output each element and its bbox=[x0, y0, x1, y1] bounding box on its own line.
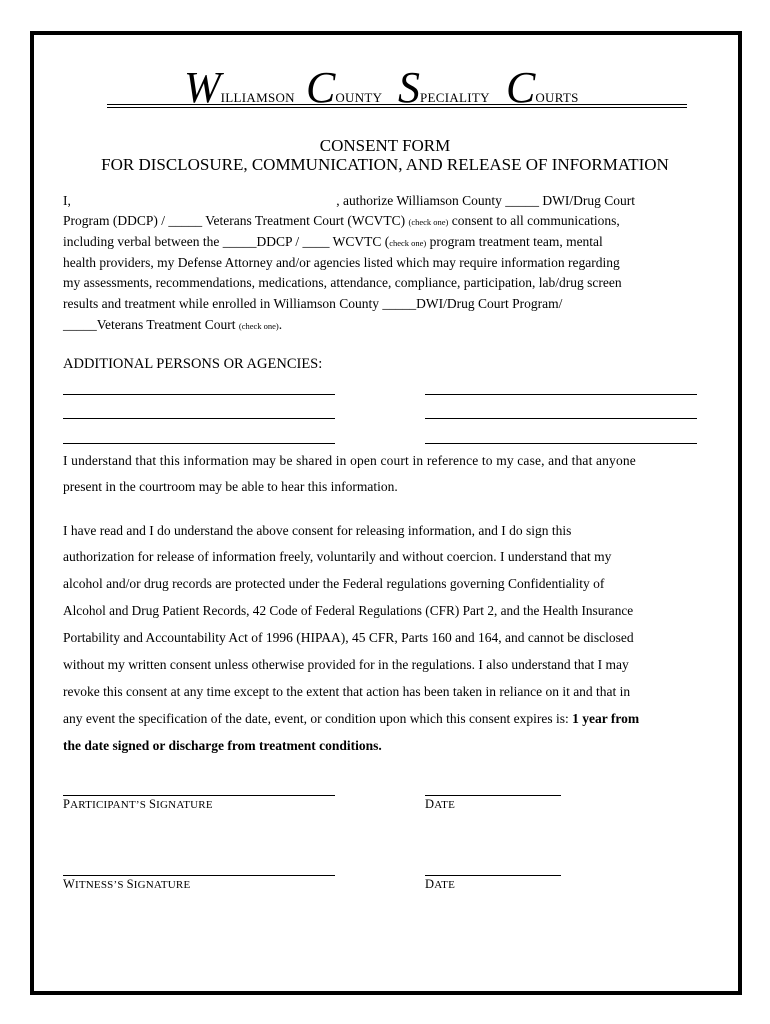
understand-line-2: present in the courtroom may be able to hear this information. bbox=[63, 479, 398, 494]
participant-date-line[interactable] bbox=[425, 795, 561, 796]
read-line-7: revoke this consent at any time except to the extent that action has been taken in reliance on it and that in bbox=[63, 684, 631, 699]
header-word-williamson: WILLIAMSON bbox=[184, 63, 295, 112]
consent-line-3: including verbal between the _____DDCP / ____ WCVTC (check one) program treatment team, mental bbox=[63, 234, 603, 249]
form-subtitle: FOR DISCLOSURE, COMMUNICATION, AND RELEASE OF INFORMATION bbox=[101, 155, 669, 174]
consent-line-2: Program (DDCP) / _____ Veterans Treatment Court (WCVTC) (check one) consent to all communications, bbox=[63, 213, 620, 228]
consent-line-5: my assessments, recommendations, medications, attendance, compliance, participation, lab/drug screen bbox=[63, 275, 622, 290]
consent-i: I, bbox=[63, 193, 71, 208]
additional-blank-left-1[interactable] bbox=[63, 394, 335, 395]
consent-line-4: health providers, my Defense Attorney and/or agencies listed which may require information regarding bbox=[63, 255, 620, 270]
consent-line-7: _____Veterans Treatment Court (check one). bbox=[63, 317, 283, 332]
witness-signature-label: WITNESS’S SIGNATURE bbox=[63, 877, 191, 891]
header-word-courts: COURTS bbox=[506, 63, 579, 112]
page-border bbox=[30, 31, 742, 995]
witness-date-label: DATE bbox=[425, 877, 455, 891]
additional-blank-left-3[interactable] bbox=[63, 443, 335, 444]
form-title: CONSENT FORM bbox=[319, 136, 451, 155]
read-line-8: any event the specification of the date, event, or condition upon which this consent expires is: 1 year from bbox=[63, 711, 640, 726]
additional-blank-right-3[interactable] bbox=[425, 443, 697, 444]
read-line-3: alcohol and/or drug records are protected under the Federal regulations governing Confidentiality of bbox=[63, 576, 605, 591]
read-line-6: without my written consent unless otherwise provided for in the regulations. I also understand that I may bbox=[63, 657, 629, 672]
additional-blank-left-2[interactable] bbox=[63, 418, 335, 419]
read-line-9: the date signed or discharge from treatment conditions. bbox=[63, 738, 382, 753]
additional-blank-right-2[interactable] bbox=[425, 418, 697, 419]
read-line-2: authorization for release of information freely, voluntarily and without coercion. I understand that my bbox=[63, 549, 612, 564]
additional-persons-heading: ADDITIONAL PERSONS OR AGENCIES: bbox=[63, 356, 323, 372]
witness-signature-line[interactable] bbox=[63, 875, 335, 876]
consent-line-1 bbox=[63, 194, 635, 208]
understand-line-1: I understand that this information may be shared in open court in reference to my case, and that anyone bbox=[63, 453, 636, 468]
participant-signature-line[interactable] bbox=[63, 795, 335, 796]
header-word-county: COUNTY bbox=[306, 63, 383, 112]
additional-blank-right-1[interactable] bbox=[425, 394, 697, 395]
witness-date-line[interactable] bbox=[425, 875, 561, 876]
read-line-1: I have read and I do understand the above consent for releasing information, and I do sign this bbox=[63, 523, 572, 538]
read-line-4: Alcohol and Drug Patient Records, 42 Code of Federal Regulations (CFR) Part 2, and the Health Insurance bbox=[63, 603, 634, 618]
header-word-speciality: SPECIALITY bbox=[398, 63, 490, 112]
participant-signature-label: PARTICIPANT’S SIGNATURE bbox=[63, 797, 213, 811]
read-line-5: Portability and Accountability Act of 1996 (HIPAA), 45 CFR, Parts 160 and 164, and cannot be disclosed bbox=[63, 630, 634, 645]
consent-authorize-text: , authorize Williamson County _____ DWI/Drug Court bbox=[336, 193, 636, 208]
participant-date-label: DATE bbox=[425, 797, 455, 811]
consent-line-6: results and treatment while enrolled in Williamson County _____DWI/Drug Court Program/ bbox=[63, 296, 563, 311]
